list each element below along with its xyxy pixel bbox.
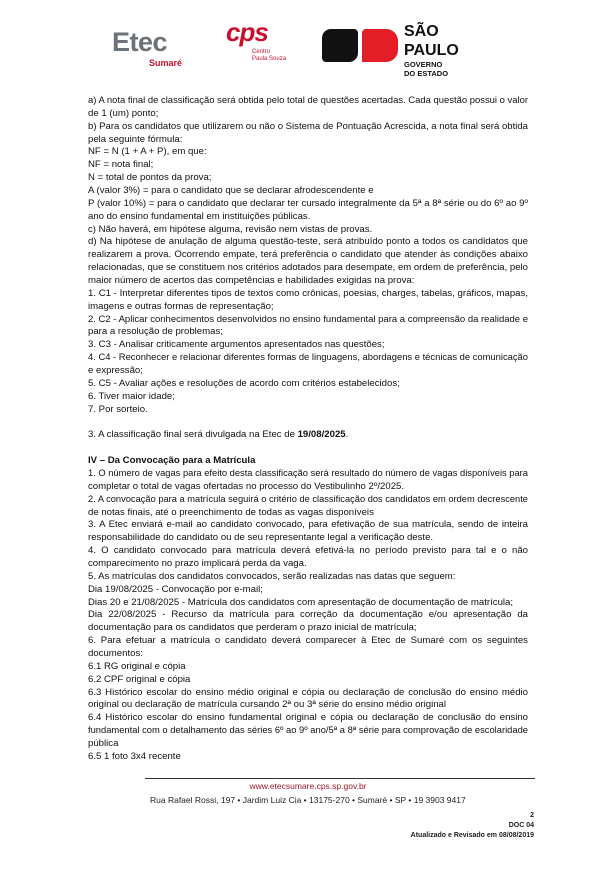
text-line: [88, 532, 528, 545]
classification-text: 3. A classificação final será divulgada na Etec de: [88, 429, 298, 441]
text-line-content: de 1 (um) ponto;: [88, 107, 159, 119]
text-line: [88, 352, 528, 365]
text-line: [88, 262, 528, 275]
text-line-content: c) Não haverá, em hipótese alguma, revisão nem vistas de provas.: [88, 223, 373, 235]
text-line-content: 3. C3 - Analisar criticamente argumentos apresentados nas questões;: [88, 339, 385, 351]
classification-date-paragraph: [88, 429, 528, 442]
paragraph: [88, 545, 528, 571]
text-line-content: 6.3 Histórico escolar do ensino médio original e cópia ou declaração de conclusão do ensino médio: [88, 686, 528, 698]
cps-logo-sub: [252, 49, 286, 63]
paragraph: [88, 712, 528, 751]
text-line: [88, 146, 528, 159]
paragraph: [88, 468, 528, 494]
etec-sumare-logo: [112, 28, 192, 72]
text-line-content: 2. C2 - Aplicar conhecimentos desenvolvidos no ensino fundamental para a compreensão da realidade e: [88, 313, 528, 325]
text-line-content: Dias 20 e 21/08/2025 - Matrícula dos candidatos com apresentação de documentação de matrícula;: [88, 596, 514, 608]
paragraph: [88, 352, 528, 378]
sp-line2: PAULO: [404, 42, 459, 59]
text-line: [88, 288, 528, 301]
text-line: [88, 404, 528, 417]
footer-divider: [145, 778, 535, 779]
text-line-content: imagens e outras formas de representação;: [88, 300, 274, 312]
paragraph: [88, 674, 528, 687]
text-line: [88, 545, 528, 558]
page-number: 2: [530, 812, 534, 819]
text-line: [88, 494, 528, 507]
text-line: [88, 558, 528, 571]
text-line: [88, 121, 528, 134]
text-line: [88, 95, 528, 108]
text-line-content: comparecimento no prazo implicará perda da vaga.: [88, 557, 307, 569]
text-line-content: 6.4 Histórico escolar do ensino fundamental original e cópia ou declaração de conclusão do ensino: [88, 712, 529, 724]
text-line-content: 1. C1 - Interpretar diferentes tipos de textos como crônicas, poesias, charges, tabelas, gráficos, mapas,: [88, 287, 528, 299]
cps-sub1: Centro: [252, 49, 271, 55]
text-line: [88, 674, 528, 687]
text-line-content: documentação para os candidatos que perderam o prazo inicial de matrícula;: [88, 622, 417, 634]
paragraph: [88, 172, 528, 185]
text-line-content: Dia 19/08/2025 - Convocação por e-mail;: [88, 583, 263, 595]
text-line: [88, 339, 528, 352]
text-line: [88, 301, 528, 314]
text-line-content: relacionadas, que se constituem nos critérios adotados para desempate, em ordem de preferência, pelo: [88, 262, 528, 274]
text-line: [88, 468, 528, 481]
text-line: [88, 198, 528, 211]
text-line: [88, 365, 528, 378]
paragraph: [88, 288, 528, 314]
text-line: [88, 519, 528, 532]
text-line: [88, 751, 528, 764]
sao-paulo-government-logo: [322, 22, 472, 90]
text-line: [88, 236, 528, 249]
text-line-content: fundamental com o detalhamento das séries 6º ao 9º ano/5ª a 8ª série para comprovação de escolaridade: [88, 725, 528, 737]
text-line-content: 6. Tiver maior idade;: [88, 390, 175, 402]
classification-date: 19/08/2025: [297, 429, 346, 441]
paragraph: [88, 198, 528, 224]
paragraph: [88, 597, 528, 610]
text-line-content: 6.1 RG original e cópia: [88, 660, 186, 672]
text-line-content: e expressão;: [88, 365, 143, 377]
doc-code: DOC 04: [508, 822, 534, 829]
text-line: [88, 571, 528, 584]
text-line-content: 6.2 CPF original e cópia: [88, 673, 191, 685]
text-line: [88, 159, 528, 172]
text-line-content: de notas finais, até o preenchimento de todas as vagas disponíveis: [88, 506, 374, 518]
text-line-content: 4. C4 - Reconhecer e relacionar diferentes formas de linguagens, abordagens e técnicas de comunicação: [88, 352, 529, 364]
etec-logo-sub: Sumaré: [149, 58, 183, 68]
paragraph: [88, 95, 528, 121]
paragraph: [88, 687, 528, 713]
text-line: [88, 648, 528, 661]
text-line: [88, 699, 528, 712]
text-line: [88, 108, 528, 121]
text-line: [88, 134, 528, 147]
text-line: [88, 712, 528, 725]
text-line-content: pela seguinte fórmula:: [88, 133, 183, 145]
enrollment-section: [88, 468, 528, 764]
footer-website-link[interactable]: www.etecsumare.cps.sp.gov.br: [249, 781, 367, 791]
text-line-content: responsabilidade do candidato ou de seu representante legal a verificação deste.: [88, 532, 434, 544]
text-line-content: realizarem a prova. Ocorrendo empate, terá preferência o candidato que atender às condições abaixo: [88, 249, 528, 261]
text-line: [88, 481, 528, 494]
etec-logo-text: Etec: [112, 27, 168, 57]
sp-line3: GOVERNO: [404, 60, 443, 69]
text-line: [88, 687, 528, 700]
text-line: [88, 609, 528, 622]
text-line-content: NF = nota final;: [88, 159, 154, 171]
text-line-content: documentos:: [88, 647, 143, 659]
text-line-content: completar o total de vagas ofertadas no processo do Vestibulinho 2º/2025.: [88, 480, 405, 492]
text-line-content: A (valor 3%) = para o candidato que se declarar afrodescendente e: [88, 185, 374, 197]
classification-end: .: [345, 429, 349, 441]
paragraph: [88, 571, 528, 584]
text-line: [88, 661, 528, 674]
paragraph: [88, 121, 528, 147]
text-line-content: a) A nota final de classificação será obtida pelo total de questões acertadas. Cada questão possui o valor: [88, 95, 529, 106]
text-line: [88, 507, 528, 520]
text-line: [88, 224, 528, 237]
text-line-content: 6. Para efetuar a matrícula o candidato deverá comparecer à Etec de Sumaré com os seguintes: [88, 635, 528, 647]
text-line: [88, 738, 528, 751]
text-line-content: 6.5 1 foto 3x4 recente: [88, 750, 181, 762]
blank-line: [88, 416, 528, 429]
sp-black-block-icon: [322, 29, 358, 62]
revision-date: Atualizado e Revisado em 08/08/2019: [410, 832, 534, 839]
footer-address: Rua Rafael Rossi, 197 • Jardim Luiz Cia • 13175-270 • Sumaré • SP • 19 3903 9417: [150, 795, 466, 805]
paragraph: [88, 584, 528, 597]
text-line: [88, 172, 528, 185]
sp-line1: SÃO: [404, 23, 439, 40]
blank-line: [88, 442, 528, 455]
text-line-content: ano do ensino fundamental em instituições públicas.: [88, 210, 311, 222]
paragraph: [88, 185, 528, 198]
text-line: [88, 725, 528, 738]
text-line: [88, 314, 528, 327]
cps-logo-text: cps: [226, 17, 268, 47]
text-line: [88, 391, 528, 404]
text-line: [88, 378, 528, 391]
text-line-content: d) Na hipótese de anulação de alguma questão-teste, será atribuído ponto a todos os candidatos que: [88, 236, 528, 248]
document-body: [88, 95, 528, 764]
text-line-content: P (valor 10%) = para o candidato que declarar ter cursado integralmente da 5ª a 8ª série ou do 6º ao 9º: [88, 197, 528, 209]
sp-line4: DO ESTADO: [404, 69, 449, 78]
text-line: [88, 635, 528, 648]
paragraph: [88, 609, 528, 635]
paragraph: [88, 635, 528, 661]
text-line: [88, 249, 528, 262]
paragraph: [88, 391, 528, 404]
text-line: [88, 275, 528, 288]
text-line: [88, 185, 528, 198]
text-line-content: NF = N (1 + A + P), em que:: [88, 146, 207, 158]
paragraph: [88, 751, 528, 764]
paragraph: [88, 146, 528, 159]
evaluation-criteria-section: [88, 95, 528, 416]
text-line-content: para a resolução de problemas;: [88, 326, 223, 338]
section-iv-heading: IV – Da Convocação para a Matrícula: [88, 455, 256, 467]
text-line-content: 3. A Etec enviará e-mail ao candidato convocado, para efetivação de sua matrícula, sendo de inteira: [88, 519, 528, 531]
paragraph: [88, 159, 528, 172]
text-line: [88, 211, 528, 224]
cps-sub2: Paula Souza: [252, 56, 287, 62]
sp-logo-text: [404, 22, 459, 78]
paragraph: [88, 494, 528, 520]
text-line-content: 1. O número de vagas para efeito desta classificação será resultado do número de vagas disponíveis para: [88, 467, 528, 479]
text-line: [88, 326, 528, 339]
text-line-content: 4. O candidato convocado para matrícula deverá efetivá-la no período previsto para tal e o não: [88, 545, 528, 557]
text-line-content: 5. C5 - Avaliar ações e resoluções de acordo com critérios estabelecidos;: [88, 377, 400, 389]
text-line-content: maior número de acertos das competências e habilidades exigidas na prova:: [88, 275, 415, 287]
paragraph: [88, 224, 528, 237]
cps-logo: [226, 18, 298, 68]
text-line-content: original ou declaração de matrícula cursando 2ª ou 3ª série do ensino médio original: [88, 699, 447, 711]
text-line-content: 7. Por sorteio.: [88, 403, 148, 415]
text-line-content: N = total de pontos da prova;: [88, 172, 212, 184]
text-line: [88, 622, 528, 635]
paragraph: [88, 314, 528, 340]
text-line-content: pública: [88, 737, 119, 749]
text-line-content: 5. As matrículas dos candidatos convocados, serão realizadas nas datas que seguem:: [88, 570, 456, 582]
sp-red-block-icon: [362, 29, 398, 62]
paragraph: [88, 378, 528, 391]
paragraph: [88, 339, 528, 352]
text-line: [88, 584, 528, 597]
text-line-content: 2. A convocação para a matrícula seguirá o critério de classificação dos candidatos em ordem decrescente: [88, 493, 528, 505]
paragraph: [88, 236, 528, 287]
text-line: [88, 597, 528, 610]
text-line-content: b) Para os candidatos que utilizarem ou não o Sistema de Pontuação Acrescida, a nota final será obtida: [88, 120, 529, 132]
paragraph: [88, 519, 528, 545]
paragraph: [88, 404, 528, 417]
paragraph: [88, 661, 528, 674]
text-line-content: Dia 22/08/2025 - Recurso da matrícula para correção da documentação e/ou apresentação da: [88, 609, 528, 621]
